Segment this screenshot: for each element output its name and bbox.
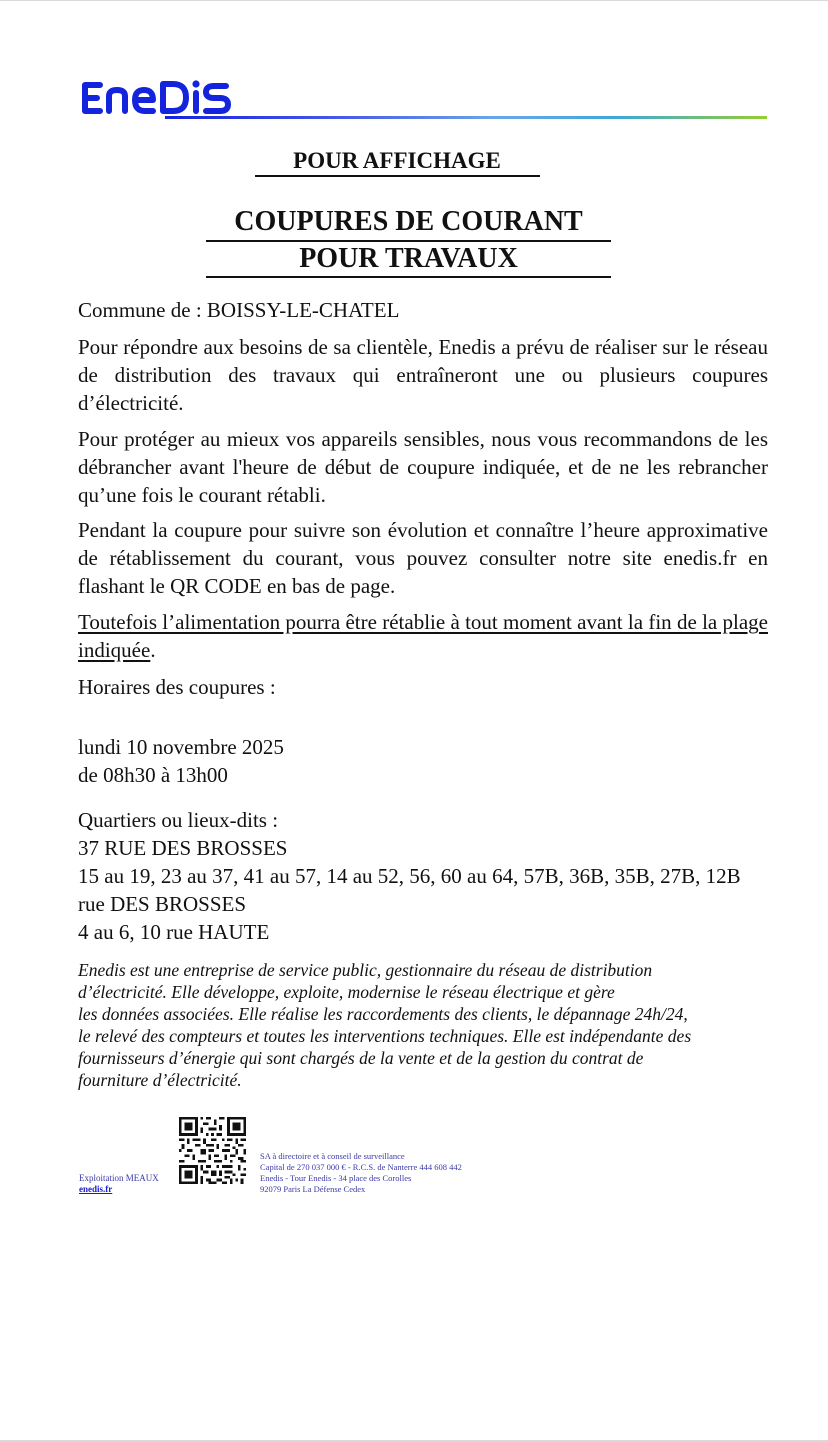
enedis-link[interactable]: enedis.fr (79, 1184, 113, 1194)
warning-period: . (150, 638, 156, 662)
about-line: fourniture d’électricité. (78, 1070, 242, 1090)
street-item: 37 RUE DES BROSSES (78, 836, 288, 860)
legal-info (260, 1151, 462, 1195)
about-line: fournisseurs d’énergie qui sont chargés de la vente et de la gestion du contrat de (78, 1048, 644, 1068)
title-rule-2 (206, 276, 611, 278)
streets-label: Quartiers ou lieux-dits : (78, 808, 279, 832)
paragraph-warning (78, 608, 768, 664)
legal-line: SA à directoire et à conseil de surveillance (260, 1151, 405, 1161)
footer-exploitation (79, 1173, 159, 1195)
streets-block (78, 806, 768, 946)
schedule-date: lundi 10 novembre 2025 (78, 735, 284, 759)
schedule-label: Horaires des coupures : (78, 675, 276, 699)
notice-label-underline (255, 175, 540, 177)
page-top-border (0, 0, 828, 1)
page-title-line1: COUPURES DE COURANT (234, 206, 583, 237)
street-item: 15 au 19, 23 au 37, 41 au 57, 14 au 52, 56, 60 au 64, 57B, 36B, 35B, 27B, 12B rue DES BROSSES (78, 864, 741, 916)
brand-gradient-line (165, 116, 767, 119)
legal-line: Enedis - Tour Enedis - 34 place des Corolles (260, 1173, 412, 1183)
about-line: d’électricité. Elle développe, exploite, modernise le réseau électrique et gère (78, 982, 615, 1002)
about-line: les données associées. Elle réalise les raccordements des clients, le dépannage 24h/24, (78, 1004, 688, 1024)
about-enedis (78, 959, 768, 1091)
exploitation-name: Exploitation MEAUX (79, 1173, 159, 1183)
about-line: Enedis est une entreprise de service public, gestionnaire du réseau de distribution (78, 960, 653, 980)
paragraph-advice: Pour protéger au mieux vos appareils sensibles, nous vous recommandons de les débrancher avant l'heure de début de coupure indiquée, et de ne les rebrancher qu’une fois le courant rétabli. (78, 427, 768, 507)
notice-label: POUR AFFICHAGE (293, 148, 501, 173)
commune-line: Commune de : BOISSY-LE-CHATEL (78, 298, 400, 322)
enedis-logo (78, 76, 258, 120)
paragraph-qr-info: Pendant la coupure pour suivre son évolution et connaître l’heure approximative de rétablissement du courant, vous pouvez consulter notre site enedis.fr en flashant le QR CODE en bas de page. (78, 518, 768, 598)
title-rule-1 (206, 240, 611, 242)
street-item: 4 au 6, 10 rue HAUTE (78, 920, 270, 944)
page-title-line2: POUR TRAVAUX (299, 243, 518, 274)
legal-line: 92079 Paris La Défense Cedex (260, 1184, 366, 1194)
schedule-block (78, 733, 768, 789)
qr-code-icon[interactable] (179, 1117, 246, 1184)
warning-underlined-text: Toutefois l’alimentation pourra être rétablie à tout moment avant la fin de la plage indiquée (78, 610, 768, 662)
legal-line: Capital de 270 037 000 € - R.C.S. de Nanterre 444 608 442 (260, 1162, 462, 1172)
schedule-time: de 08h30 à 13h00 (78, 763, 228, 787)
about-line: le relevé des compteurs et toutes les interventions techniques. Elle est indépendante des (78, 1026, 692, 1046)
paragraph-intro: Pour répondre aux besoins de sa clientèle, Enedis a prévu de réaliser sur le réseau de distribution des travaux qui entraîneront une ou plusieurs coupures d’électricité. (78, 335, 768, 415)
